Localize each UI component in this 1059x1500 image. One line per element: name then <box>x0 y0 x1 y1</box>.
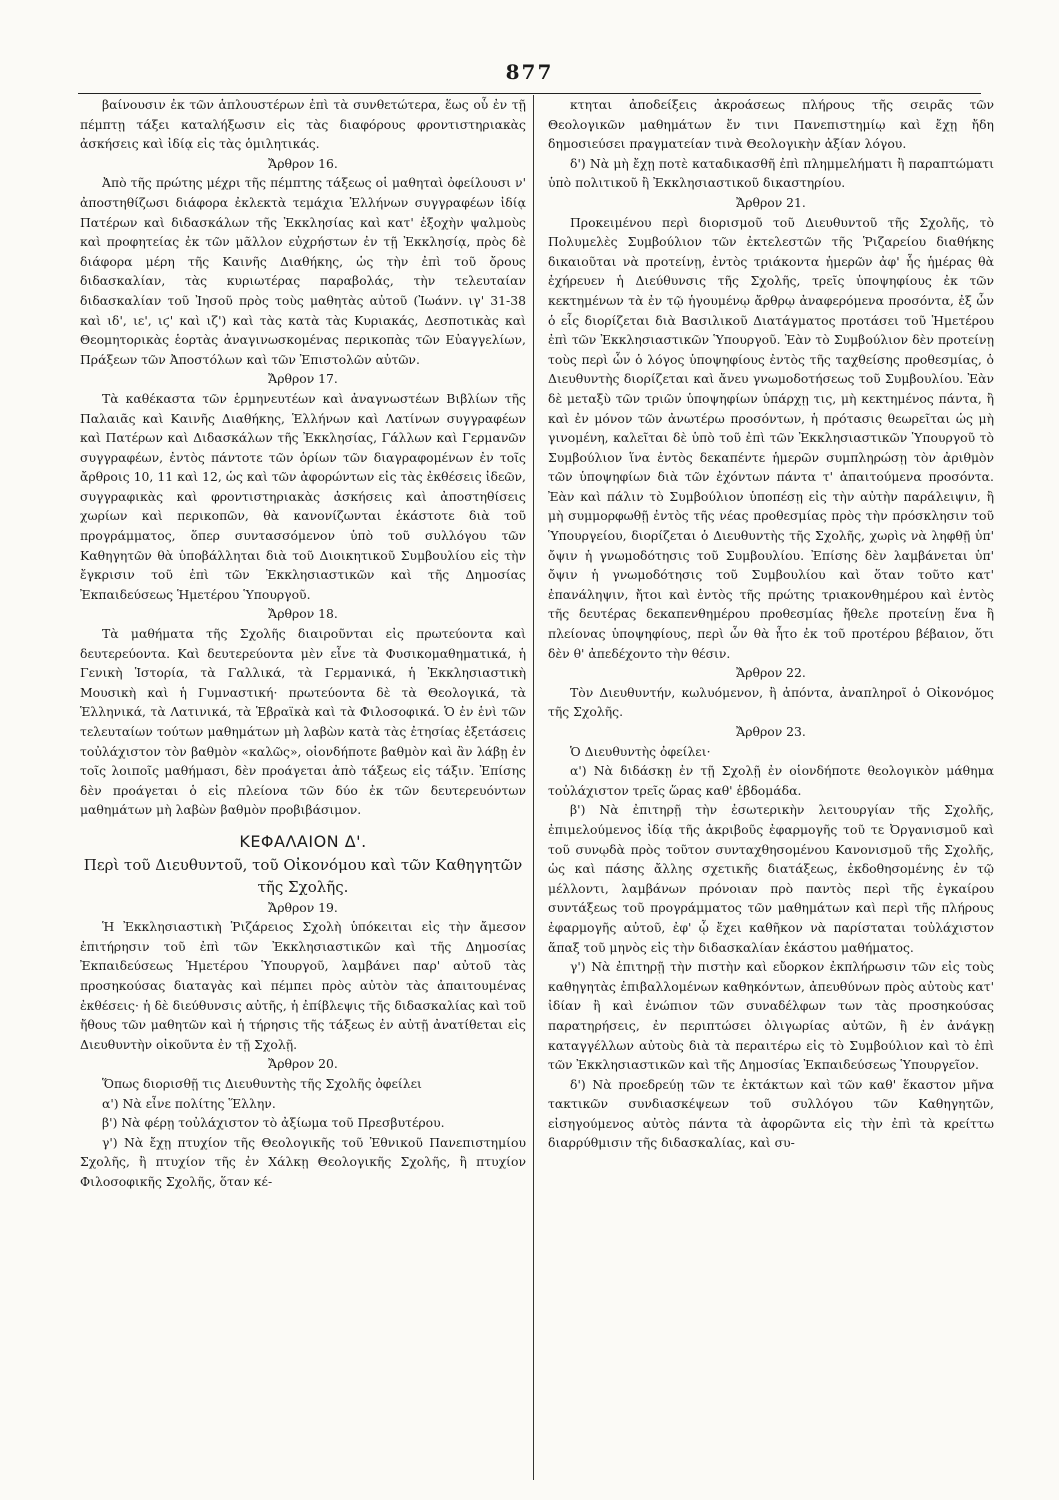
body-paragraph: Ὅπως διορισθῇ τις Διευθυντὴς τῆς Σχολῆς ὀφείλει <box>102 1075 422 1091</box>
clause-paragraph: γ') Νὰ ἔχῃ πτυχίον τῆς Θεολογικῆς τοῦ Ἐθνικοῦ Πανεπιστημίου Σχολῆς, ἢ πτυχίον τῆς ἐν Χάλκῃ Θεολογικῆς Σχολῆς, ἢ πτυχίον Φιλοσοφικῆς Σχολῆς, ὅταν κέ- <box>80 1134 526 1189</box>
page-number: 877 <box>505 60 554 84</box>
clause-paragraph: δ') Νὰ μὴ ἔχῃ ποτὲ καταδικασθῆ ἐπὶ πλημμελήματι ἢ παραπτώματι ὑπὸ πολιτικοῦ ἢ Ἐκκλησιαστικοῦ δικαστηρίου. <box>548 155 994 191</box>
right-column <box>548 95 994 1480</box>
body-paragraph: Τὰ μαθήματα τῆς Σχολῆς διαιροῦνται εἰς πρωτεύοντα καὶ δευτερεύοντα. Καὶ δευτερεύοντα μὲν εἶνε τὰ Φυσικομαθηματικά, ἡ Γενικὴ Ἱστορία, τὰ Γαλλικά, τὰ Γερμανικά, ἡ Ἐκκλησιαστικὴ Μουσικὴ καὶ ἡ Γυμναστική· πρωτεύοντα δὲ τὰ Θεολογικά, τὰ Ἑλληνικά, τὰ Λατινικά, τὰ Ἑβραϊκὰ καὶ τὰ Φιλοσοφικά. Ὁ ἐν ἑνὶ τῶν τελευταίων τούτων μαθημάτων μὴ λαβὼν κατὰ τὰς ἐτησίας ἐξετάσεις τοὐλάχιστον τὸν βαθμὸν «καλῶς», οἱονδήποτε βαθμὸν καὶ ἂν λάβῃ ἐν τοῖς λοιποῖς μαθήμασι, δὲν προάγεται ἀπὸ τάξεως εἰς τάξιν. Ἐπίσης δὲν προάγεται ὁ εἰς πλείονα τῶν δύο ἐκ τῶν δευτερευόντων μαθημάτων μὴ λαβὼν βαθμὸν προβιβάσιμον. <box>80 626 526 818</box>
clause-paragraph: β') Νὰ φέρῃ τοὐλάχιστον τὸ ἀξίωμα τοῦ Πρεσβυτέρου. <box>102 1115 445 1131</box>
left-column <box>80 95 526 1480</box>
body-paragraph: βαίνουσιν ἐκ τῶν ἁπλουστέρων ἐπὶ τὰ συνθετώτερα, ἕως οὗ ἐν τῇ πέμπτῃ τάξει καταλήξωσιν εἰς τὰς διαφόρους φροντιστηριακὰς ἀσκήσεις καὶ ἰδίᾳ εἰς τὰς ὁμιλητικάς. <box>80 97 526 152</box>
chapter-title: Περὶ τοῦ Διευθυντοῦ, τοῦ Οἰκονόμου καὶ τῶν Καθηγητῶν τῆς Σχολῆς. <box>83 855 523 896</box>
clause-paragraph: β') Νὰ ἐπιτηρῇ τὴν ἐσωτερικὴν λειτουργίαν τῆς Σχολῆς, ἐπιμελούμενος ἰδίᾳ τῆς ἀκριβοῦς ἐφαρμογῆς τοῦ τε Ὀργανισμοῦ καὶ τοῦ συνῳδὰ πρὸς τοῦτον συνταχθησομένου Κανονισμοῦ τῆς Σχολῆς, ὡς καὶ πάσης ἄλλης σχετικῆς διατάξεως, ἐκδοθησομένης ἐν τῷ μέλλοντι, λαμβάνων πρόνοιαν πρὸ παντὸς περὶ τῆς ἐγκαίρου συντάξεως τοῦ προγράμματος τῶν μαθημάτων καὶ περὶ τῆς πλήρους ἐφαρμογῆς αὐτοῦ, ἐφ' ᾧ ἔχει καθῆκον νὰ παρίσταται τοὐλάχιστον ἅπαξ τοῦ μηνὸς εἰς τὴν διδασκαλίαν ἑκάστου μαθήματος. <box>548 802 994 955</box>
body-paragraph: Προκειμένου περὶ διορισμοῦ τοῦ Διευθυντοῦ τῆς Σχολῆς, τὸ Πολυμελὲς Συμβούλιον τῶν ἐκτελεστῶν τῆς Ῥιζαρείου διαθήκης δικαιοῦται νὰ προτείνῃ, ἐντὸς τριάκοντα ἡμερῶν ἀφ' ἧς ἡμέρας θὰ ἐχήρευεν ἡ Διεύθυνσις τῆς Σχολῆς, τρεῖς ὑποψηφίους ἐκ τῶν κεκτημένων τὰ ἐν τῷ ἡγουμένῳ ἄρθρῳ ἀναφερόμενα προσόντα, ἐξ ὧν ὁ εἷς διορίζεται διὰ Βασιλικοῦ Διατάγματος προτάσει τοῦ Ἡμετέρου ἐπὶ τῶν Ἐκκλησιαστικῶν Ὑπουργοῦ. Ἐὰν τὸ Συμβούλιον δὲν προτείνῃ τοὺς περὶ ὧν ὁ λόγος ὑποψηφίους ἐντὸς τῆς ταχθείσης προθεσμίας, ὁ Διευθυντὴς διορίζεται καὶ ἄνευ γνωμοδοτήσεως τοῦ Συμβουλίου. Ἐὰν δὲ μεταξὺ τῶν τριῶν ὑποψηφίων ὑπάρχῃ τις, μὴ κεκτημένος πάντα, ἢ καὶ ἐν μόνον τῶν ἀνωτέρω προσόντων, ἡ πρότασις θεωρεῖται ὡς μὴ γινομένη, καλεῖται δὲ ὑπὸ τοῦ ἐπὶ τῶν Ἐκκλησιαστικῶν Ὑπουργοῦ τὸ Συμβούλιον ἵνα ἐντὸς δεκαπέντε ἡμερῶν συμπληρώσῃ τὸν ἀριθμὸν τῶν ὑποψηφίων διὰ τῶν ἐχόντων πάντα τ' ἀπαιτούμενα προσόντα. Ἐὰν καὶ πάλιν τὸ Συμβούλιον ὑποπέσῃ εἰς τὴν αὐτὴν παράλειψιν, ἢ μὴ συμμορφωθῇ ἐντὸς τῆς νέας προθεσμίας πρὸς τὴν πρόσκλησιν τοῦ Ὑπουργείου, διορίζεται ὁ Διευθυντὴς τῆς Σχολῆς, χωρὶς νὰ ληφθῇ ὑπ' ὄψιν ἡ γνωμοδότησις τοῦ Συμβουλίου. Ἐπίσης δὲν λαμβάνεται ὑπ' ὄψιν ἡ γνωμοδότησις τοῦ Συμβουλίου καὶ ὅταν τοῦτο κατ' ἐπανάληψιν, ἤτοι καὶ ἐντὸς τῆς πρώτης τριακονθημέρου καὶ ἐντὸς τῆς δευτέρας δεκαπενθημέρου προθεσμίας ἤθελε προτείνῃ ἕνα ἢ πλείονας ὑποψηφίους, περὶ ὧν θὰ ἦτο ἐκ τοῦ προτέρου βέβαιον, ὅτι δὲν θ' ἀπεδέχοντο τὴν θέσιν. <box>548 214 994 661</box>
article-heading: Ἄρθρον 16. <box>268 155 338 171</box>
clause-paragraph: α') Νὰ εἶνε πολίτης Ἕλλην. <box>102 1095 276 1111</box>
column-divider <box>533 95 534 1480</box>
body-paragraph: κτηται ἀποδείξεις ἀκροάσεως πλήρους τῆς σειρᾶς τῶν Θεολογικῶν μαθημάτων ἔν τινι Πανεπιστημίῳ καὶ ἔχῃ ἤδη δημοσιεύσει πραγματείαν τινὰ Θεολογικὴν ἀξίαν λόγου. <box>548 97 994 152</box>
article-heading: Ἄρθρον 19. <box>268 899 338 915</box>
article-heading: Ἄρθρον 20. <box>268 1056 338 1072</box>
article-heading: Ἄρθρον 22. <box>736 665 806 681</box>
chapter-heading: ΚΕΦΑΛΑΙΟΝ Δ'. <box>239 831 367 851</box>
body-paragraph: Ἡ Ἐκκλησιαστικὴ Ῥιζάρειος Σχολὴ ὑπόκειται εἰς τὴν ἄμεσον ἐπιτήρησιν τοῦ ἐπὶ τῶν Ἐκκλησιαστικῶν καὶ τῆς Δημοσίας Ἐκπαιδεύσεως Ἡμετέρου Ὑπουργοῦ, λαμβάνει παρ' αὐτοῦ τὰς προσηκούσας διαταγὰς καὶ πέμπει πρὸς αὐτὸν τὰς ἀπαιτουμένας ἐκθέσεις· ἡ δὲ διεύθυνσις αὐτῆς, ἡ ἐπίβλεψις τῆς διδασκαλίας καὶ τοῦ ἤθους τῶν μαθητῶν καὶ ἡ τήρησις τῆς τάξεως ἐν αὐτῇ ἀνατίθεται εἰς Διευθυντὴν οἰκοῦντα ἐν τῇ Σχολῇ. <box>80 919 526 1052</box>
clause-paragraph: α') Νὰ διδάσκῃ ἐν τῇ Σχολῇ ἐν οἱονδήποτε θεολογικὸν μάθημα τοὐλάχιστον τρεῖς ὥρας καθ' ἑβδομάδα. <box>548 763 994 798</box>
body-paragraph: Τὸν Διευθυντήν, κωλυόμενον, ἢ ἀπόντα, ἀναπληροῖ ὁ Οἰκονόμος τῆς Σχολῆς. <box>548 684 994 720</box>
clause-paragraph: γ') Νὰ ἐπιτηρῇ τὴν πιστὴν καὶ εὔορκον ἐκπλήρωσιν τῶν εἰς τοὺς καθηγητὰς ἐπιβαλλομένων καθηκόντων, ἀπευθύνων πρὸς αὐτοὺς κατ' ἰδίαν ἢ καὶ ἐνώπιον τῶν συναδέλφων των τὰς προσηκούσας παρατηρήσεις, ἐν περιπτώσει ὀλιγωρίας αὐτῶν, ἢ ἐν ἀνάγκῃ καταγγέλλων αὐτοὺς διὰ τὰ περαιτέρω εἰς τὸ Συμβούλιον καὶ τὸ ἐπὶ τῶν Ἐκκλησιαστικῶν καὶ τῆς Δημοσίας Ἐκπαιδεύσεως Ὑπουργεῖον. <box>548 959 994 1073</box>
article-heading: Ἄρθρον 17. <box>268 371 338 387</box>
clause-paragraph: δ') Νὰ προεδρεύῃ τῶν τε ἐκτάκτων καὶ τῶν καθ' ἕκαστον μῆνα τακτικῶν συνδιασκέψεων τοῦ συλλόγου τῶν Καθηγητῶν, εἰσηγούμενος αὐτὸς πάντα τὰ ἀφορῶντα εἰς τὴν ἐπὶ τὰ κρείττω διαρρύθμισιν τῆς διδασκαλίας, καὶ συ- <box>548 1076 994 1151</box>
body-paragraph: Ἀπὸ τῆς πρώτης μέχρι τῆς πέμπτης τάξεως οἱ μαθηταὶ ὀφείλουσι ν' ἀποστηθίζωσι διάφορα ἐκλεκτὰ τεμάχια Ἑλλήνων συγγραφέων ἰδίᾳ Πατέρων καὶ διδασκάλων τῆς Ἐκκλησίας καὶ κατ' ἐξοχὴν ψαλμοὺς καὶ προφητείας ἐκ τῶν μᾶλλον εὐχρήστων ἐν τῇ Ἐκκλησίᾳ, πρὸς δὲ διάφορα μέρη τῆς Καινῆς Διαθήκης, ὡς τὴν ἐπὶ τοῦ ὄρους διδασκαλίαν, τὰς κυριωτέρας παραβολάς, τὴν τελευταίαν διδασκαλίαν τοῦ Ἰησοῦ πρὸς τοὺς μαθητὰς αὐτοῦ (Ἰωάνν. ιγ' 31-38 καὶ ιδ', ιε', ιϛ' καὶ ιζ') καὶ τὰς κατὰ τὰς Κυριακάς, Δεσποτικὰς καὶ Θεομητορικὰς ἑορτὰς ἀναγινωσκομένας περικοπὰς τῶν Εὐαγγελίων, Πράξεων τῶν Ἀποστόλων καὶ τῶν Ἐπιστολῶν αὐτῶν. <box>80 175 526 367</box>
article-heading: Ἄρθρον 18. <box>268 606 338 622</box>
article-heading: Ἄρθρον 23. <box>736 724 806 739</box>
header-rule <box>78 93 981 94</box>
body-paragraph: Ὁ Διευθυντὴς ὀφείλει· <box>570 743 711 759</box>
article-heading: Ἄρθρον 21. <box>736 194 806 210</box>
body-paragraph: Τὰ καθέκαστα τῶν ἑρμηνευτέων καὶ ἀναγνωστέων Βιβλίων τῆς Παλαιᾶς καὶ Καινῆς Διαθήκης, Ἑλλήνων καὶ Λατίνων συγγραφέων καὶ Πατέρων καὶ Διδασκάλων τῆς Ἐκκλησίας, Γάλλων καὶ Γερμανῶν συγγραφέων, ἐντὸς πάντοτε τῶν ὁρίων τῶν διαγραφομένων ἐν τοῖς ἄρθροις 10, 11 καὶ 12, ὡς καὶ τῶν ἀφορώντων εἰς τὰς ἐκθέσεις ἰδεῶν, συγγραφικὰς καὶ φροντιστηριακὰς ἀσκήσεις καὶ ἀποστηθίσεις χωρίων καὶ περικοπῶν, θὰ κανονίζωνται ἑκάστοτε διὰ τοῦ προγράμματος, ὅπερ συντασσόμενον ὑπὸ τοῦ συλλόγου τῶν Καθηγητῶν θὰ ὑποβάλληται διὰ τοῦ Διοικητικοῦ Συμβουλίου εἰς τὴν ἔγκρισιν τοῦ ἐπὶ τῶν Ἐκκλησιαστικῶν καὶ τῆς Δημοσίας Ἐκπαιδεύσεως Ἡμετέρου Ὑπουργοῦ. <box>80 390 526 602</box>
